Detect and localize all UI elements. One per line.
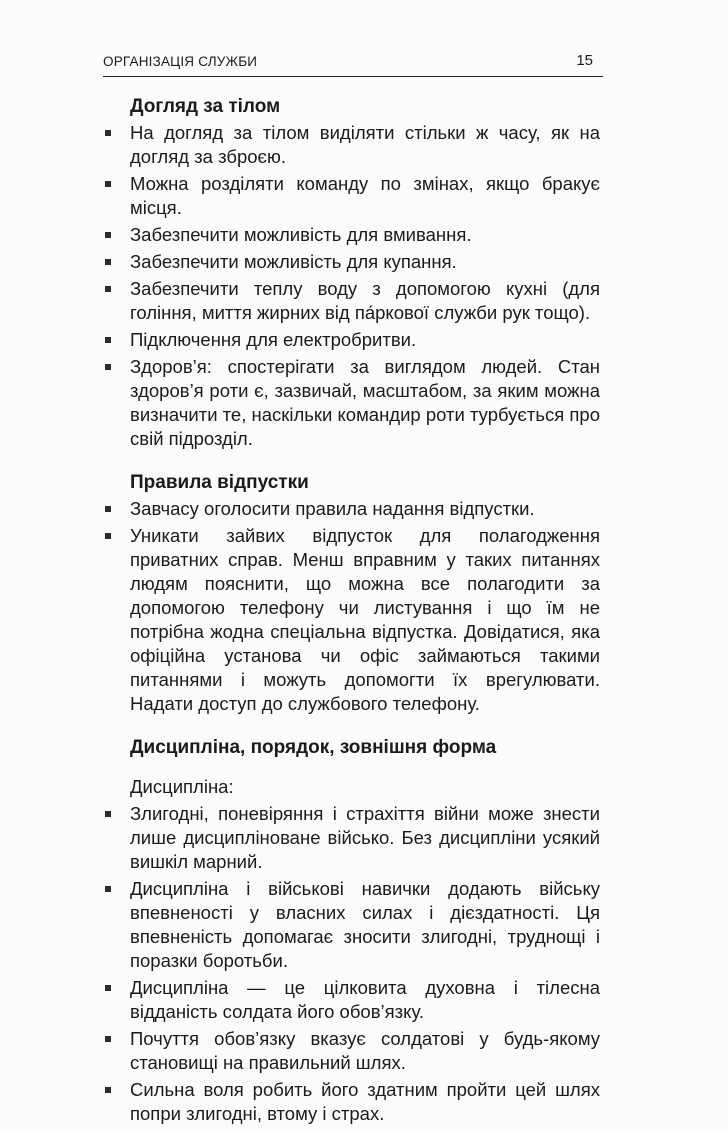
list-item-text: Уникати зайвих відпусток для полагодження приватних справ. Менш вправним у таких питаннях людям пояснити, що можна все полагодити за допомогою телефону чи листування і що їм не потрібна жодна спеціальна відпустка. Довідатися, яка офіційна установа чи офіс займаються такими питаннями і можуть допомогти їх врегулювати. Надати доступ до службового телефону. (130, 525, 600, 714)
bullet-list (103, 497, 600, 716)
list-item (103, 172, 600, 220)
page-number: 15 (576, 52, 593, 69)
list-item (103, 524, 600, 716)
list-item-text: Забезпечити теплу воду з допомогою кухні (для гоління, миття жирних від па́ркової служби рук тощо). (130, 278, 600, 323)
list-item (103, 1027, 600, 1075)
page-header (103, 44, 603, 77)
bullet-square-icon (105, 337, 111, 343)
list-item (103, 277, 600, 325)
list-item-text: Завчасу оголосити правила надання відпустки. (130, 498, 535, 519)
bullet-square-icon (105, 232, 111, 238)
list-item-text: Забезпечити можливість для купання. (130, 251, 457, 272)
bullet-square-icon (105, 286, 111, 292)
running-title: ОРГАНІЗАЦІЯ СЛУЖБИ (103, 54, 258, 69)
bullet-square-icon (105, 506, 111, 512)
list-item (103, 250, 600, 274)
list-item (103, 223, 600, 247)
list-item-text: Можна розділяти команду по змінах, якщо бракує місця. (130, 173, 600, 218)
bullet-square-icon (105, 811, 111, 817)
list-item (103, 802, 600, 874)
list-item-text: Здоров’я: спостерігати за виглядом людей. Стан здоров’я роти є, зазвичай, масштабом, за яким можна визначити те, наскільки командир роти турбується про свій підрозділ. (130, 356, 600, 449)
list-item-text: Злигодні, поневіряння і страхіття війни може знести лише дисципліноване військо. Без дисципліни усякий вишкіл марний. (130, 803, 600, 872)
section-discipline (103, 736, 600, 1126)
bullet-list (103, 121, 600, 451)
bullet-square-icon (105, 130, 111, 136)
list-item (103, 1078, 600, 1126)
bullet-square-icon (105, 985, 111, 991)
section-title: Дисципліна, порядок, зовнішня форма (130, 737, 497, 758)
list-item (103, 121, 600, 169)
list-item-text: На догляд за тілом виділяти стільки ж часу, як на догляд за зброєю. (130, 122, 600, 167)
list-item-text: Підключення для електробритви. (130, 329, 417, 350)
list-item-text: Дисципліна і військові навички додають війську впевненості у власних силах і дієздатності. Ця впевненість допомагає зносити злигодні, труднощі і поразки боротьби. (130, 878, 600, 971)
bullet-square-icon (105, 364, 111, 370)
section-title: Правила відпустки (130, 472, 309, 493)
list-item-text: Забезпечити можливість для вмивання. (130, 224, 472, 245)
list-item (103, 877, 600, 973)
section-title: Догляд за тілом (130, 96, 281, 117)
list-item-text: Дисципліна — це цілковита духовна і тілесна відданість солдата його обов’язку. (130, 977, 600, 1022)
bullet-square-icon (105, 1036, 111, 1042)
bullet-square-icon (105, 1087, 111, 1093)
section-body-care (103, 95, 600, 451)
bullet-square-icon (105, 259, 111, 265)
list-item (103, 355, 600, 451)
list-item-text: Сильна воля робить його здатним пройти цей шлях попри злигодні, втому і страх. (130, 1079, 600, 1124)
page-body (103, 95, 600, 1129)
bullet-square-icon (105, 886, 111, 892)
list-item-text: Почуття обов’язку вказує солдатові у будь-якому становищі на правильний шлях. (130, 1028, 600, 1073)
subheading: Дисципліна: (130, 776, 234, 797)
list-item (103, 497, 600, 521)
list-item (103, 328, 600, 352)
bullet-square-icon (105, 533, 111, 539)
bullet-list (103, 802, 600, 1126)
bullet-square-icon (105, 181, 111, 187)
section-leave-rules (103, 471, 600, 716)
list-item (103, 976, 600, 1024)
